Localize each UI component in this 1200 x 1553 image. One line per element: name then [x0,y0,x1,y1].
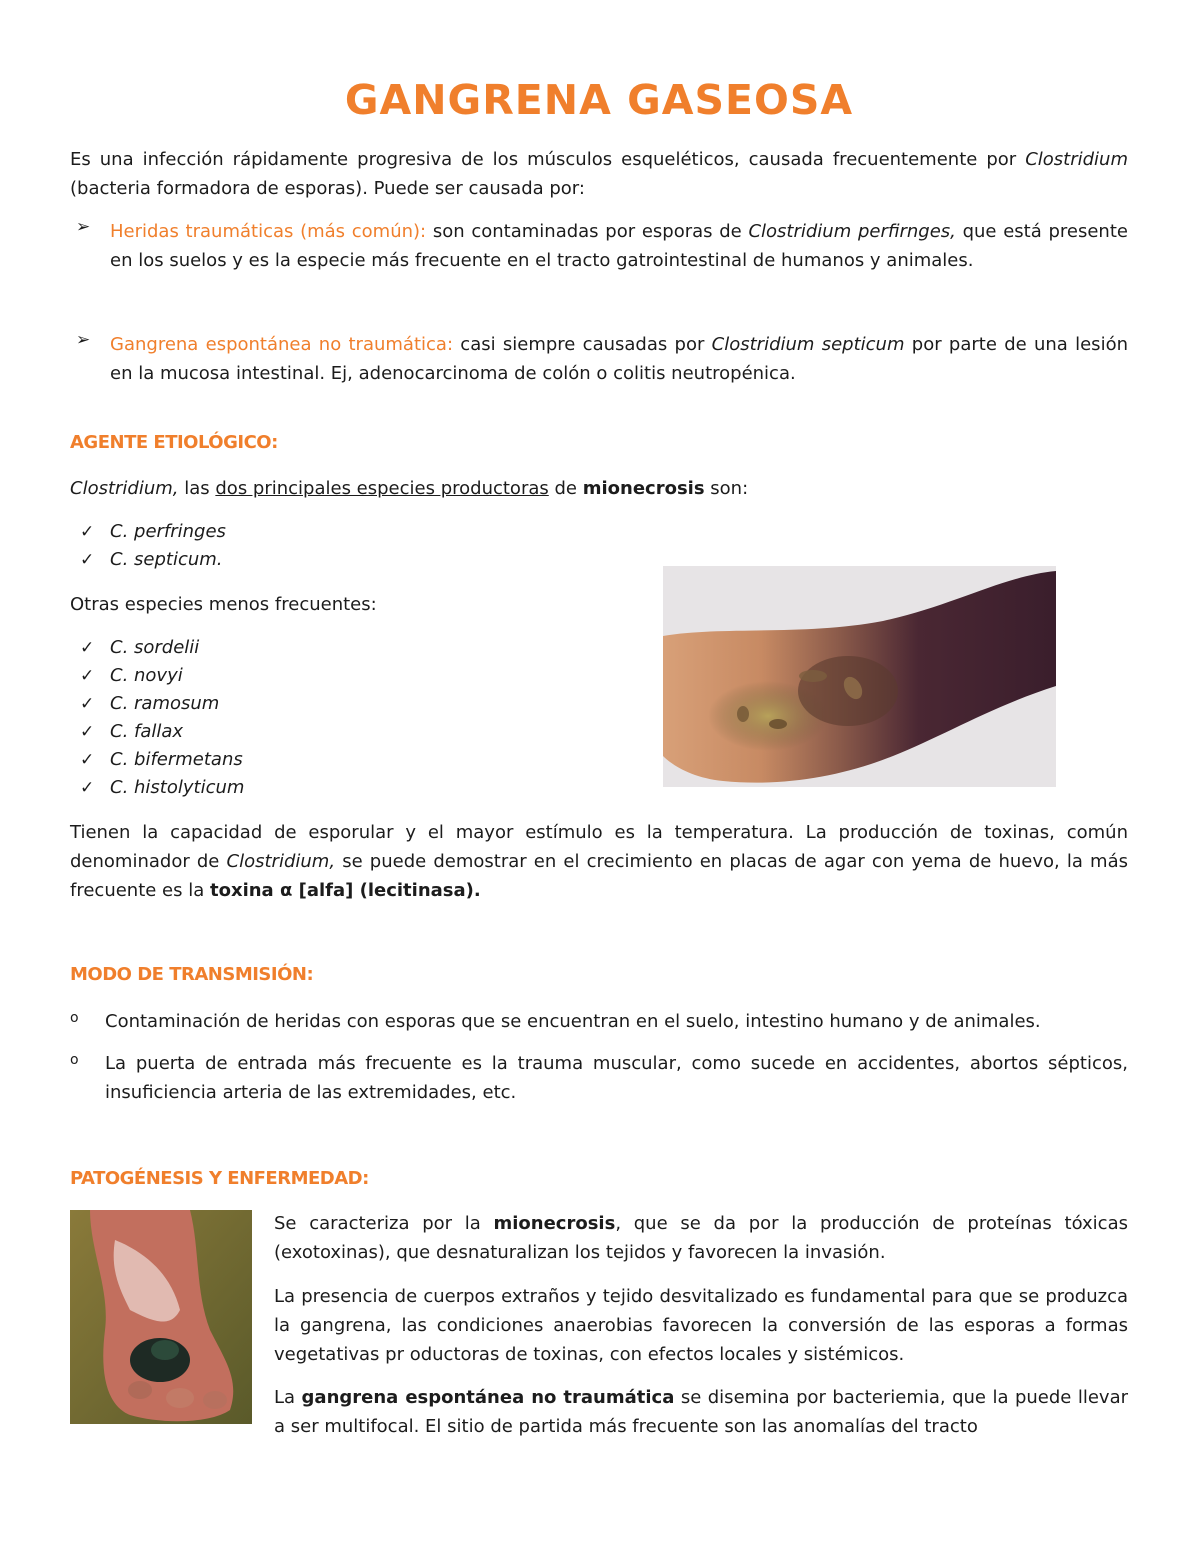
cause-text-b: que está presente en los suelos y es la especie más frecuente en el tracto gatrointestinal de humanos y animales. [110,221,1128,271]
pat-bold: mionecrosis [493,1213,616,1234]
check-icon: ✓ [80,722,95,742]
cause-item [76,217,1128,275]
list-item [80,774,245,802]
list-item [80,634,244,662]
agente-bold: mionecrosis [582,478,705,499]
agente-underline: dos principales especies productoras [215,478,549,499]
check-icon: ✓ [80,638,95,658]
species-name: C. bifermetans [110,749,243,770]
intro-text: Es una infección rápidamente progresiva de los músculos esqueléticos, causada frecuentemente por [70,149,1026,170]
pat-text-a: Se caracteriza por la [274,1213,494,1234]
agente-italic: Clostridium, [70,478,179,499]
leg-gangrene-photo [663,566,1056,787]
species-name: C. perfringes [110,521,226,542]
intro-italic: Clostridium [1025,149,1128,170]
intro-text-end: (bacteria formadora de esporas). Puede ser causada por: [70,178,585,199]
check-icon: ✓ [80,778,95,798]
arrow-bullet-icon: ➢ [76,217,91,237]
toxin-bold: toxina α [alfa] (lecitinasa). [209,880,481,901]
patogenesis-paragraph-3 [274,1383,1128,1441]
toxin-paragraph [70,818,1128,905]
intro-paragraph [70,145,1128,203]
toxin-text-b: se puede demostrar en el crecimiento en placas de agar con yema de huevo, la más frecuente es la [70,851,1128,901]
cause-italic: Clostridium septicum [711,334,905,355]
list-item [80,518,226,546]
pat3-text-b: se disemina por bacteriemia, que la puede llevar a ser multifocal. El sitio de partida más frecuente son las anomalías del tracto [274,1387,1129,1437]
check-icon: ✓ [80,666,95,686]
list-item [80,546,226,574]
pat3-text-a: La [274,1387,302,1408]
check-icon: ✓ [80,550,95,570]
cause-item [76,330,1128,388]
cause-text-b: por parte de una lesión en la mucosa intestinal. Ej, adenocarcinoma de colón o colitis neutropénica. [110,334,1128,384]
list-item [80,690,244,718]
transmission-text: La puerta de entrada más frecuente es la trauma muscular, como sucede en accidentes, abortos sépticos, insuficiencia arteria de las extremidades, etc. [105,1053,1128,1103]
list-item [70,1049,1128,1107]
agente-intro [70,474,748,503]
foot-gangrene-illustration [70,1210,252,1424]
cause-italic: Clostridium perfirnges, [748,221,956,242]
agente-text-c: son: [704,478,749,499]
cause-text [110,330,1128,388]
list-item [80,746,244,774]
species-name: C. sordelii [110,637,200,658]
transmission-text: Contaminación de heridas con esporas que se encuentran en el suelo, intestino humano y de animales. [105,1011,1041,1032]
section-heading-agente: AGENTE ETIOLÓGICO: [70,432,278,453]
list-item [80,662,244,690]
section-heading-transmision: MODO DE TRANSMISIÓN: [70,964,314,985]
foot-gangrene-photo [70,1210,252,1424]
check-icon: ✓ [80,750,95,770]
arrow-bullet-icon: ➢ [76,330,91,350]
species-name: C. novyi [110,665,183,686]
toxin-text-a: Tienen la capacidad de esporular y el mayor estímulo es la temperatura. La producción de toxinas, común denominador de [70,822,1128,872]
species-name: C. fallax [110,721,184,742]
patogenesis-paragraph-2: La presencia de cuerpos extraños y tejido desvitalizado es fundamental para que se produzca la gangrena, las condiciones anaerobias favorecen la conversión de las esporas a formas vegetativas pr oductoras de toxinas, con efectos locales y sistémicos. [274,1286,1128,1365]
leg-gangrene-illustration [663,566,1056,787]
species-name: C. ramosum [110,693,220,714]
cause-label: Gangrena espontánea no traumática: [110,334,454,355]
circle-bullet-icon: o [70,1052,79,1068]
document-title: GANGRENA GASEOSA [344,76,854,124]
check-icon: ✓ [80,694,95,714]
patogenesis-paragraph-1 [274,1209,1128,1267]
agente-text-b: de [548,478,583,499]
toxin-italic: Clostridium, [226,851,336,872]
list-item [80,718,244,746]
cause-text-a: casi siempre causadas por [453,334,712,355]
cause-label: Heridas traumáticas (más común): [110,221,427,242]
cause-text [110,217,1128,275]
other-species-list [80,634,245,802]
list-item [70,1007,1128,1036]
check-icon: ✓ [80,522,95,542]
circle-bullet-icon: o [70,1010,79,1026]
pat3-bold: gangrena espontánea no traumática [301,1387,675,1408]
species-name: C. histolyticum [110,777,245,798]
species-name: C. septicum. [110,549,223,570]
pat-text-b: , que se da por la producción de proteínas tóxicas (exotoxinas), que desnaturalizan los tejidos y favorecen la invasión. [274,1213,1128,1263]
main-species-list [80,518,226,574]
section-heading-patogenesis: PATOGÉNESIS Y ENFERMEDAD: [70,1168,369,1189]
agente-text-a: las [178,478,216,499]
others-label: Otras especies menos frecuentes: [70,594,377,615]
cause-text-a: son contaminadas por esporas de [426,221,749,242]
